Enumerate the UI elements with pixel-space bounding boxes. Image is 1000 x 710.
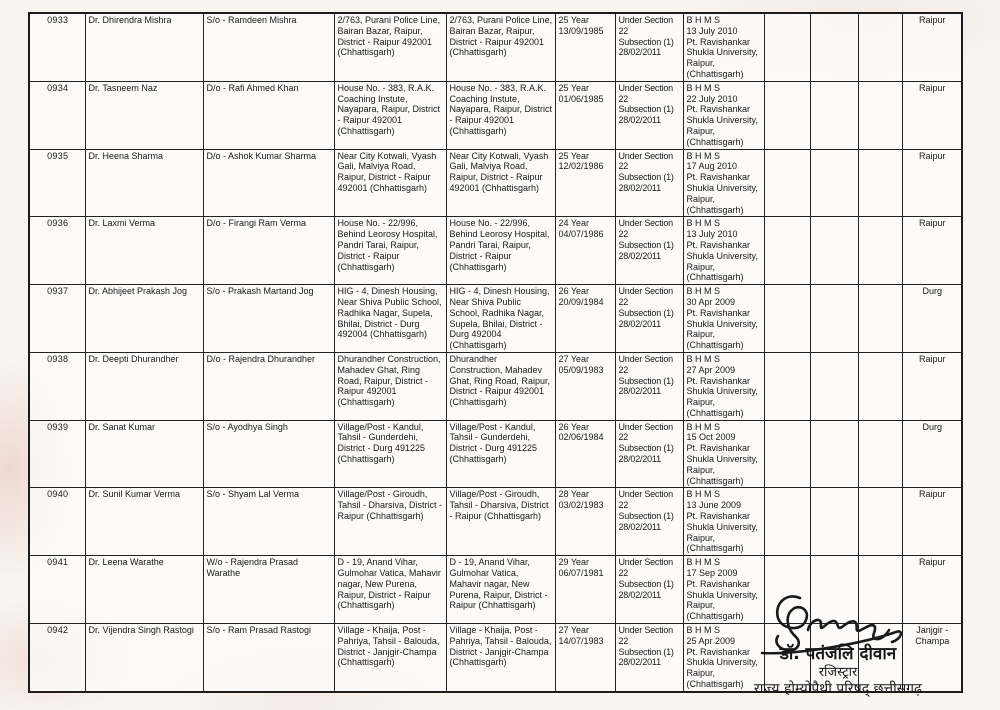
address-cell-2: [446, 285, 555, 353]
guardian-name-cell: [203, 81, 334, 149]
table-row: [29, 488, 962, 556]
address-2: House No. - 22/996, Behind Leorosy Hospital, Pandri Tarai, Raipur, District - Raipur (Chhattisgarh): [449, 218, 550, 272]
guardian-name: W/o - Rajendra Prasad Warathe: [206, 557, 299, 579]
empty-cell: [858, 488, 902, 556]
section: Under Section 22: [618, 625, 673, 646]
table-row: [29, 556, 962, 624]
doctor-name: Dr. Laxmi Verma: [88, 218, 156, 229]
district-cell: [902, 149, 962, 217]
address-1: Village/Post - Kandul, Tahsil - Gunderdehi, District - Durg 491225 (Chhattisgarh): [337, 421, 426, 465]
registration-number-cell: [29, 285, 85, 353]
section-cell: [615, 488, 683, 556]
section-cell: [615, 149, 683, 217]
subsection: Subsection (1): [618, 375, 674, 386]
age-dob-cell: [555, 420, 615, 488]
age-dob-cell: [555, 352, 615, 420]
date-of-birth: 14/07/1983: [558, 635, 604, 646]
section-cell: [615, 13, 683, 81]
doctor-name: Dr. Deepti Dhurandher: [88, 353, 179, 364]
empty-cell: [858, 352, 902, 420]
registration-number: 0940: [47, 489, 69, 500]
university: Pt. Ravishankar Shukla University, Raipur, (Chhattisgarh): [686, 646, 758, 690]
empty-cell: [810, 13, 858, 81]
degree-date: 30 Apr 2009: [686, 296, 736, 307]
degree-date: 17 Sep 2009: [686, 568, 738, 579]
guardian-name-cell: [203, 488, 334, 556]
empty-cell: [810, 352, 858, 420]
address-2: Village/Post - Kandul, Tahsil - Gunderdehi, District - Durg 491225 (Chhattisgarh): [449, 421, 538, 465]
subsection: Subsection (1): [618, 239, 674, 250]
qualification-cell: [683, 81, 764, 149]
section-date: 28/02/2011: [618, 521, 661, 532]
qualification-cell: [683, 488, 764, 556]
date-of-birth: 05/09/1983: [558, 364, 604, 375]
age-dob-cell: [555, 13, 615, 81]
address-cell-1: [334, 217, 446, 285]
age: 24 Year: [558, 218, 590, 229]
date-of-birth: 03/02/1983: [558, 500, 604, 511]
registration-number-cell: [29, 13, 85, 81]
district-cell: [902, 488, 962, 556]
guardian-name: S/o - Ram Prasad Rastogi: [206, 625, 312, 636]
section: Under Section 22: [618, 286, 673, 307]
registration-number: 0934: [47, 82, 69, 93]
address-cell-2: [446, 352, 555, 420]
district: Raipur: [918, 82, 946, 93]
doctor-name-cell: [85, 149, 203, 217]
address-cell-1: [334, 13, 446, 81]
address-2: Village - Khaija, Post - Pahriya, Tahsil - Balouda, District - Janjgir-Champa (Chhattisgarh): [449, 625, 552, 668]
empty-cell: [810, 217, 858, 285]
table-row: [29, 420, 962, 488]
district: Janjgir - Champa: [915, 625, 950, 646]
district-cell: [902, 556, 962, 624]
district-cell: [902, 81, 962, 149]
subsection: Subsection (1): [618, 104, 674, 115]
doctor-name: Dr. Leena Warathe: [88, 557, 164, 568]
registration-number-cell: [29, 352, 85, 420]
doctor-name: Dr. Dhirendra Mishra: [88, 15, 172, 25]
section-date: 28/02/2011: [618, 115, 661, 126]
address-2: Village/Post - Giroudh, Tahsil - Dharsiva, District - Raipur (Chhattisgarh): [449, 489, 549, 522]
registration-number-cell: [29, 81, 85, 149]
university: Pt. Ravishankar Shukla University, Raipur, (Chhattisgarh): [686, 36, 758, 79]
registration-number-cell: [29, 624, 85, 692]
age-dob-cell: [555, 488, 615, 556]
age-dob-cell: [555, 81, 615, 149]
doctor-name-cell: [85, 420, 203, 488]
signatory-designation: रजिस्ट्रार: [818, 664, 858, 680]
subsection: Subsection (1): [618, 511, 674, 522]
section: Under Section 22: [618, 218, 673, 240]
section-cell: [615, 624, 683, 692]
empty-cell: [764, 81, 810, 149]
table-row: [29, 149, 962, 217]
doctor-name: Dr. Sanat Kumar: [88, 421, 156, 432]
qualification-cell: [683, 285, 764, 353]
doctor-name-cell: [85, 556, 203, 624]
degree-date: 13 July 2010: [686, 25, 738, 36]
guardian-name-cell: [203, 352, 334, 420]
empty-cell: [810, 285, 858, 353]
degree: B H M S: [686, 286, 721, 297]
university: Pt. Ravishankar Shukla University, Raipur, (Chhattisgarh): [686, 578, 758, 622]
section: Under Section 22: [618, 353, 673, 375]
doctor-name-cell: [85, 285, 203, 353]
doctor-name: Dr. Tasneem Naz: [88, 82, 158, 93]
section-cell: [615, 556, 683, 624]
guardian-name: D/o - Rajendra Dhurandher: [206, 353, 316, 364]
empty-cell: [858, 13, 902, 81]
section-cell: [615, 352, 683, 420]
age-dob-cell: [555, 556, 615, 624]
degree: B H M S: [686, 218, 721, 229]
degree: B H M S: [686, 15, 721, 25]
registration-number: 0942: [47, 625, 69, 636]
empty-cell: [858, 420, 902, 488]
date-of-birth: 20/09/1984: [558, 296, 604, 307]
address-2: Near City Kotwali, Vyash Gali, Malviya Road, Raipur, District - Raipur 492001 (Chhattisgarh): [449, 150, 549, 193]
university: Pt. Ravishankar Shukla University, Raipur, (Chhattisgarh): [686, 375, 758, 418]
age: 27 Year: [558, 353, 590, 364]
age-dob-cell: [555, 149, 615, 217]
date-of-birth: 12/02/1986: [558, 161, 604, 172]
address-2: D - 19, Anand Vihar, Gulmohar Vatica, Mahavir nagar, New Purena, Raipur, District - Raipur (Chhattisgarh): [449, 557, 548, 611]
section-date: 28/02/2011: [618, 589, 661, 600]
doctor-name-cell: [85, 624, 203, 692]
registration-number: 0937: [47, 286, 69, 297]
district: Raipur: [918, 353, 946, 364]
guardian-name-cell: [203, 420, 334, 488]
address-cell-2: [446, 488, 555, 556]
date-of-birth: 02/06/1984: [558, 432, 604, 443]
date-of-birth: 06/07/1981: [558, 568, 604, 579]
address-cell-1: [334, 81, 446, 149]
address-1: House No. - 383, R.A.K. Coaching Instute, Nayapara, Raipur, District - Raipur 492001 (Chhattisgarh): [337, 82, 441, 136]
guardian-name-cell: [203, 285, 334, 353]
empty-cell: [858, 556, 902, 624]
degree-date: 15 Oct 2009: [686, 432, 736, 443]
qualification-cell: [683, 556, 764, 624]
age-dob-cell: [555, 285, 615, 353]
registration-number-cell: [29, 149, 85, 217]
section-date: 28/02/2011: [618, 454, 661, 465]
subsection: Subsection (1): [618, 578, 674, 589]
section: Under Section 22: [618, 15, 673, 36]
subsection: Subsection (1): [618, 646, 674, 657]
degree-date: 17 Aug 2010: [686, 161, 738, 172]
doctor-name-cell: [85, 488, 203, 556]
district: Durg: [922, 286, 942, 297]
age-dob-cell: [555, 624, 615, 692]
doctor-name-cell: [85, 352, 203, 420]
guardian-name-cell: [203, 217, 334, 285]
section-date: 28/02/2011: [618, 318, 661, 329]
age-dob-cell: [555, 217, 615, 285]
qualification-cell: [683, 13, 764, 81]
table-row: [29, 285, 962, 353]
address-cell-1: [334, 420, 446, 488]
empty-cell: [764, 149, 810, 217]
address-cell-1: [334, 149, 446, 217]
doctor-name: Dr. Abhijeet Prakash Jog: [88, 286, 188, 297]
date-of-birth: 04/07/1986: [558, 229, 604, 240]
registration-table: [28, 12, 963, 693]
registration-number: 0939: [47, 421, 69, 432]
signature-block: [688, 645, 988, 698]
organization-name: राज्य होम्योपैथी परिषद् छत्तीसगढ़: [754, 681, 922, 698]
address-1: D - 19, Anand Vihar, Gulmohar Vatica, Mahavir nagar, New Purena, Raipur, District - Raipur (Chhattisgarh): [337, 557, 441, 611]
table-row: [29, 13, 962, 81]
guardian-name-cell: [203, 149, 334, 217]
age: 25 Year: [558, 15, 590, 25]
table-row: [29, 352, 962, 420]
degree-date: 13 June 2009: [686, 500, 742, 511]
degree: B H M S: [686, 421, 721, 432]
guardian-name-cell: [203, 624, 334, 692]
guardian-name: D/o - Ashok Kumar Sharma: [206, 150, 317, 161]
doctor-name: Dr. Sunil Kumar Verma: [88, 489, 181, 500]
address-cell-1: [334, 556, 446, 624]
university: Pt. Ravishankar Shukla University, Raipur, (Chhattisgarh): [686, 443, 758, 486]
section-date: 28/02/2011: [618, 182, 661, 193]
empty-cell: [810, 81, 858, 149]
guardian-name: D/o - Rafi Ahmed Khan: [206, 82, 299, 93]
district: Raipur: [918, 489, 946, 500]
section: Under Section 22: [618, 421, 673, 443]
degree: B H M S: [686, 353, 721, 364]
section-date: 28/02/2011: [618, 47, 661, 58]
age: 26 Year: [558, 421, 590, 432]
district: Raipur: [918, 218, 946, 229]
guardian-name: S/o - Ayodhya Singh: [206, 421, 288, 432]
guardian-name: D/o - Firangi Ram Verma: [206, 218, 307, 229]
degree: B H M S: [686, 625, 721, 636]
guardian-name: S/o - Prakash Martand Jog: [206, 286, 314, 297]
address-cell-2: [446, 624, 555, 692]
address-cell-2: [446, 556, 555, 624]
degree: B H M S: [686, 82, 721, 93]
section-date: 28/02/2011: [618, 386, 661, 397]
district-cell: [902, 420, 962, 488]
address-1: House No. - 22/996, Behind Leorosy Hospital, Pandri Tarai, Raipur, District - Raipur (Chhattisgarh): [337, 218, 438, 272]
address-1: 2/763, Purani Police Line, Bairan Bazar, Raipur, District - Raipur 492001 (Chhattisgarh): [337, 15, 441, 58]
empty-cell: [858, 217, 902, 285]
age: 25 Year: [558, 82, 590, 93]
university: Pt. Ravishankar Shukla University, Raipur, (Chhattisgarh): [686, 511, 758, 554]
empty-cell: [764, 217, 810, 285]
section-cell: [615, 285, 683, 353]
degree: B H M S: [686, 150, 721, 161]
section: Under Section 22: [618, 489, 673, 511]
guardian-name: S/o - Shyam Lal Verma: [206, 489, 300, 500]
age: 29 Year: [558, 557, 590, 568]
registration-number-cell: [29, 217, 85, 285]
registration-number-cell: [29, 420, 85, 488]
address-1: HIG - 4, Dinesh Housing, Near Shiva Public School, Radhika Nagar, Supela, Bhilai, District - Durg 492004 (Chhattisgarh): [337, 286, 442, 340]
address-cell-2: [446, 420, 555, 488]
address-cell-2: [446, 217, 555, 285]
empty-cell: [858, 149, 902, 217]
degree-date: 27 Apr 2009: [686, 364, 736, 375]
address-1: Village/Post - Giroudh, Tahsil - Dharsiva, District - Raipur (Chhattisgarh): [337, 489, 443, 522]
empty-cell: [764, 13, 810, 81]
address-2: Dhurandher Construction, Mahadev Ghat, Ring Road, Raipur, District - Raipur 492001 (Chhattisgarh): [449, 353, 551, 408]
age: 27 Year: [558, 625, 590, 636]
district-cell: [902, 285, 962, 353]
subsection: Subsection (1): [618, 36, 674, 47]
address-cell-2: [446, 81, 555, 149]
subsection: Subsection (1): [618, 443, 674, 454]
district-cell: [902, 352, 962, 420]
district-cell: [902, 217, 962, 285]
district: Durg: [922, 421, 942, 432]
university: Pt. Ravishankar Shukla University, Raipur, (Chhattisgarh): [686, 307, 758, 351]
empty-cell: [810, 149, 858, 217]
registration-number: 0941: [47, 557, 69, 568]
section-date: 28/02/2011: [618, 657, 661, 668]
guardian-name: S/o - Ramdeen Mishra: [206, 15, 297, 25]
section-cell: [615, 217, 683, 285]
address-1: Village - Khaija, Post - Pahriya, Tahsil - Balouda, District - Janjgir-Champa (Chhattisgarh): [337, 625, 440, 668]
empty-cell: [764, 285, 810, 353]
empty-cell: [810, 488, 858, 556]
doctor-name-cell: [85, 217, 203, 285]
registration-number-cell: [29, 488, 85, 556]
empty-cell: [810, 556, 858, 624]
guardian-name-cell: [203, 556, 334, 624]
section: Under Section 22: [618, 150, 673, 172]
address-cell-1: [334, 352, 446, 420]
degree: B H M S: [686, 557, 721, 568]
address-2: House No. - 383, R.A.K. Coaching Instute, Nayapara, Raipur, District - Raipur 492001 (Chhattisgarh): [449, 82, 553, 136]
registration-number: 0938: [47, 353, 69, 364]
guardian-name-cell: [203, 13, 334, 81]
age: 28 Year: [558, 489, 590, 500]
address-2: HIG - 4, Dinesh Housing, Near Shiva Public School, Radhika Nagar, Supela, Bhilai, District - Durg 492004 (Chhattisgarh): [449, 286, 550, 351]
address-2: 2/763, Purani Police Line, Bairan Bazar, Raipur, District - Raipur 492001 (Chhattisgarh): [449, 15, 553, 58]
date-of-birth: 01/06/1985: [558, 93, 604, 104]
degree-date: 13 July 2010: [686, 229, 738, 240]
section: Under Section 22: [618, 82, 673, 104]
address-cell-1: [334, 285, 446, 353]
table-row: [29, 217, 962, 285]
age: 25 Year: [558, 150, 590, 161]
address-1: Dhurandher Construction, Mahadev Ghat, Ring Road, Raipur, District - Raipur 492001 (Chhattisgarh): [337, 353, 441, 408]
university: Pt. Ravishankar Shukla University, Raipur, (Chhattisgarh): [686, 239, 758, 283]
district-cell: [902, 13, 962, 81]
university: Pt. Ravishankar Shukla University, Raipur, (Chhattisgarh): [686, 172, 758, 215]
doctor-name-cell: [85, 13, 203, 81]
empty-cell: [764, 556, 810, 624]
degree-date: 22 July 2010: [686, 93, 738, 104]
district: Raipur: [918, 557, 946, 568]
doctor-name-cell: [85, 81, 203, 149]
subsection: Subsection (1): [618, 307, 674, 318]
address-1: Near City Kotwali, Vyash Gali, Malviya Road, Raipur, District - Raipur 492001 (Chhattisgarh): [337, 150, 437, 193]
degree: B H M S: [686, 489, 721, 500]
section-cell: [615, 420, 683, 488]
table-body: [29, 13, 962, 692]
age: 26 Year: [558, 286, 590, 297]
district: Raipur: [918, 15, 946, 25]
doctor-name: Dr. Heena Sharma: [88, 150, 164, 161]
address-cell-1: [334, 488, 446, 556]
qualification-cell: [683, 217, 764, 285]
registration-number: 0933: [47, 15, 69, 25]
university: Pt. Ravishankar Shukla University, Raipur, (Chhattisgarh): [686, 104, 758, 147]
registration-number-cell: [29, 556, 85, 624]
subsection: Subsection (1): [618, 172, 674, 183]
registration-number: 0935: [47, 150, 69, 161]
district: Raipur: [918, 150, 946, 161]
empty-cell: [810, 420, 858, 488]
degree-date: 25 Apr 2009: [686, 635, 736, 646]
empty-cell: [764, 352, 810, 420]
qualification-cell: [683, 149, 764, 217]
section-cell: [615, 81, 683, 149]
date-of-birth: 13/09/1985: [558, 25, 604, 36]
signatory-name: डॉ. पतंजलि दीवान: [779, 644, 897, 664]
address-cell-2: [446, 13, 555, 81]
section-date: 28/02/2011: [618, 250, 661, 261]
address-cell-1: [334, 624, 446, 692]
address-cell-2: [446, 149, 555, 217]
table-row: [29, 81, 962, 149]
qualification-cell: [683, 420, 764, 488]
doctor-name: Dr. Vijendra Singh Rastogi: [88, 625, 194, 636]
empty-cell: [858, 81, 902, 149]
qualification-cell: [683, 352, 764, 420]
section: Under Section 22: [618, 557, 673, 579]
registration-number: 0936: [47, 218, 69, 229]
empty-cell: [858, 285, 902, 353]
empty-cell: [764, 420, 810, 488]
empty-cell: [764, 488, 810, 556]
